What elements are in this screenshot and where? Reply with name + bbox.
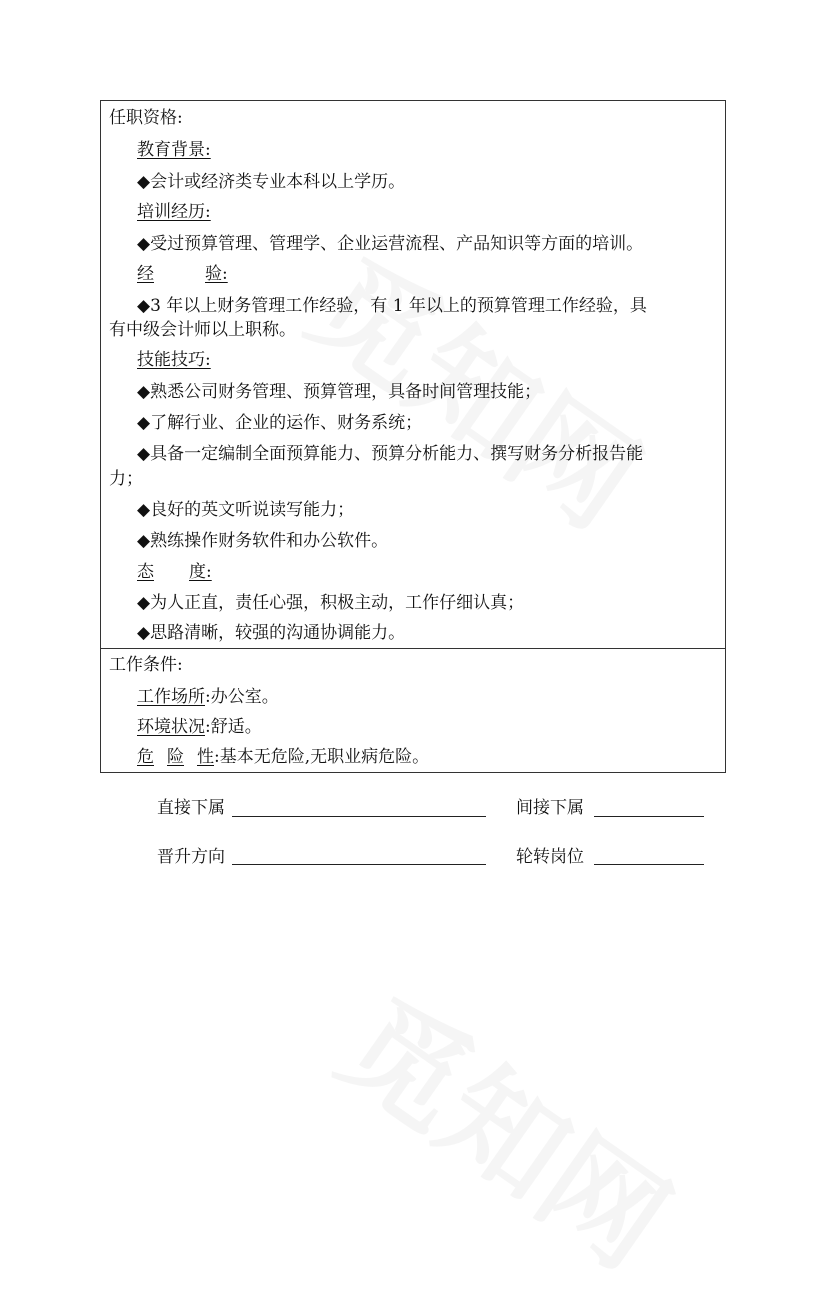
- experience-item-line2: 有中级会计师以上职称。: [109, 320, 296, 340]
- attitude-item: ◆思路清晰，较强的沟通协调能力。: [137, 623, 406, 643]
- attitude-label-b: 度: [189, 562, 206, 582]
- experience-label-a: 经: [137, 264, 154, 284]
- education-heading: [137, 139, 211, 161]
- environment-value: :舒适。: [205, 717, 262, 737]
- watermark: [313, 952, 707, 1299]
- qualification-table: [100, 100, 726, 773]
- training-colon: :: [205, 202, 211, 222]
- skills-item-line2: 力；: [109, 469, 143, 489]
- attitude-label-a: 态: [137, 562, 154, 582]
- education-item: ◆会计或经济类专业本科以上学历。: [137, 172, 406, 192]
- indirect-subordinate-label: 间接下属: [516, 798, 584, 818]
- environment-row: [137, 716, 262, 738]
- work-place-label: 工作场所: [137, 687, 205, 707]
- training-heading: [137, 201, 211, 223]
- skills-item: ◆了解行业、企业的运作、财务系统；: [137, 413, 423, 433]
- qualifications-title: 任职资格:: [109, 108, 183, 128]
- education-label: 教育背景: [137, 140, 205, 160]
- qualifications-section: [101, 101, 725, 649]
- indirect-subordinate-field[interactable]: [594, 816, 704, 817]
- direct-subordinate-label: 直接下属: [157, 798, 225, 818]
- hazard-row: [137, 746, 429, 768]
- environment-label: 环境状况: [137, 717, 205, 737]
- experience-label-b: 验: [205, 264, 222, 284]
- promotion-direction-field[interactable]: [232, 864, 486, 865]
- training-item: ◆受过预算管理、管理学、企业运营流程、产品知识等方面的培训。: [137, 234, 644, 254]
- skills-colon: :: [205, 350, 211, 370]
- skills-label: 技能技巧: [137, 350, 205, 370]
- direct-subordinate-field[interactable]: [232, 816, 486, 817]
- hazard-value: :基本无危险,无职业病危险。: [214, 747, 430, 767]
- attitude-colon: :: [206, 562, 212, 582]
- attitude-heading: [137, 561, 212, 583]
- training-label: 培训经历: [137, 202, 205, 222]
- work-place-row: [137, 686, 279, 708]
- skills-item: ◆熟练操作财务软件和办公软件。: [137, 531, 389, 551]
- experience-heading: [137, 263, 228, 285]
- conditions-title: 工作条件:: [109, 655, 183, 675]
- attitude-item: ◆为人正直，责任心强，积极主动，工作仔细认真；: [137, 593, 525, 613]
- skills-item: ◆熟悉公司财务管理、预算管理，具备时间管理技能；: [137, 382, 542, 402]
- hazard-label-b: 险: [167, 747, 184, 767]
- promotion-direction-label: 晋升方向: [157, 847, 225, 867]
- skills-item-line1: ◆具备一定编制全面预算能力、预算分析能力、撰写财务分析报告能: [137, 444, 644, 464]
- education-colon: :: [205, 140, 211, 160]
- rotation-position-field[interactable]: [594, 864, 704, 865]
- conditions-section: [101, 648, 725, 772]
- work-place-value: :办公室。: [205, 687, 279, 707]
- hazard-label-a: 危: [137, 747, 154, 767]
- experience-colon: :: [222, 264, 228, 284]
- skills-heading: [137, 349, 211, 371]
- skills-item: ◆良好的英文听说读写能力；: [137, 500, 355, 520]
- rotation-position-label: 轮转岗位: [516, 847, 584, 867]
- experience-item-line1: ◆3 年以上财务管理工作经验，有 1 年以上的预算管理工作经验，具: [137, 296, 647, 316]
- hazard-label-c: 性: [197, 747, 214, 767]
